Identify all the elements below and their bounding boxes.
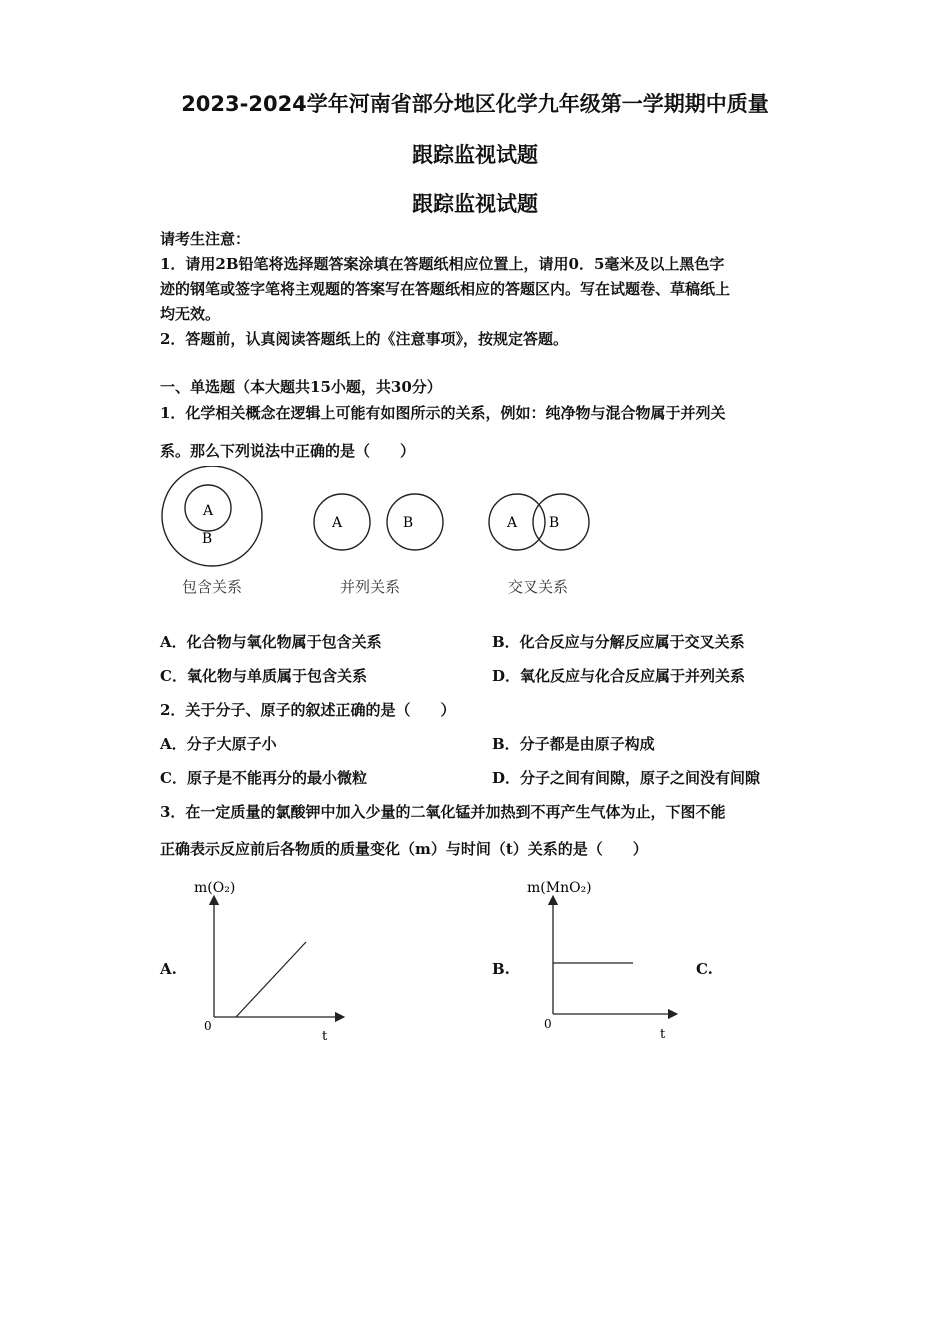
q1-option-d[interactable]: D．氧化反应与化合反应属于并列关系	[492, 667, 746, 685]
caption-parallel: 并列关系	[340, 578, 401, 596]
graph-a-y-label: m(O₂)	[194, 880, 236, 896]
graph-a-origin: 0	[204, 1019, 212, 1033]
notice-item-1-line-3: 均无效。	[160, 305, 221, 323]
containment-label-inner: A	[202, 503, 214, 519]
intersect-label-right: B	[548, 515, 560, 531]
notice-item-1-line-2: 迹的钢笔或签字笔将主观题的答案写在答题纸相应的答题区内。写在试题卷、草稿纸上	[160, 280, 731, 298]
q2-option-a[interactable]: A．分子大原子小	[160, 735, 277, 753]
q2-option-d[interactable]: D．分子之间有间隙，原子之间没有间隙	[492, 769, 761, 787]
q1-option-c[interactable]: C．氧化物与单质属于包含关系	[160, 667, 367, 685]
q1-stem-line-2: 系。那么下列说法中正确的是（ ）	[160, 442, 416, 460]
containment-label-outer: B	[201, 531, 213, 547]
q3-graph-a-label[interactable]: A.	[160, 960, 177, 978]
intersect-diagram	[489, 494, 589, 550]
graph-a-data-line	[236, 942, 306, 1017]
q1-option-a[interactable]: A．化合物与氧化物属于包含关系	[160, 633, 382, 651]
exam-title-line-1: 2023-2024学年河南省部分地区化学九年级第一学期期中质量	[181, 92, 769, 116]
q3-stem-line-2: 正确表示反应前后各物质的质量变化（m）与时间（t）关系的是（ ）	[160, 840, 648, 858]
graph-b-y-label: m(MnO₂)	[527, 880, 592, 896]
q1-option-b[interactable]: B．化合反应与分解反应属于交叉关系	[492, 633, 745, 651]
q3-graph-b	[525, 872, 685, 1050]
q2-option-b[interactable]: B．分子都是由原子构成	[492, 735, 655, 753]
q3-stem-line-1: 3．在一定质量的氯酸钾中加入少量的二氧化锰并加热到不再产生气体为止，下图不能	[160, 803, 726, 821]
q3-graph-c-label[interactable]: C.	[696, 960, 713, 978]
q1-stem-line-1: 1．化学相关概念在逻辑上可能有如图所示的关系，例如：纯净物与混合物属于并列关	[160, 404, 726, 422]
parallel-right-circle	[387, 494, 443, 550]
caption-containment: 包含关系	[182, 578, 243, 596]
graph-b-origin: 0	[544, 1017, 552, 1031]
intersect-right-circle	[533, 494, 589, 550]
q3-graph-a	[190, 872, 350, 1050]
notice-item-1-line-1: 1．请用2B铅笔将选择题答案涂填在答题纸相应位置上，请用0．5毫米及以上黑色字	[160, 255, 725, 273]
notice-item-2: 2．答题前，认真阅读答题纸上的《注意事项》，按规定答题。	[160, 330, 568, 348]
intersect-label-left: A	[506, 515, 518, 531]
graph-a-x-label: t	[322, 1029, 328, 1044]
containment-diagram	[162, 466, 262, 566]
q2-stem: 2．关于分子、原子的叙述正确的是（ ）	[160, 701, 456, 719]
exam-title-line-2: 跟踪监视试题	[412, 143, 538, 167]
q3-graph-b-label[interactable]: B.	[492, 960, 510, 978]
parallel-label-left: A	[331, 515, 343, 531]
notice-heading: 请考生注意：	[160, 230, 251, 248]
q2-option-c[interactable]: C．原子是不能再分的最小微粒	[160, 769, 367, 787]
parallel-diagram	[314, 494, 443, 550]
caption-intersect: 交叉关系	[508, 578, 569, 596]
section-heading: 一、单选题（本大题共15小题，共30分）	[160, 378, 442, 396]
parallel-label-right: B	[402, 515, 414, 531]
graph-b-x-label: t	[660, 1027, 666, 1042]
exam-title-line-3: 跟踪监视试题	[412, 192, 538, 216]
